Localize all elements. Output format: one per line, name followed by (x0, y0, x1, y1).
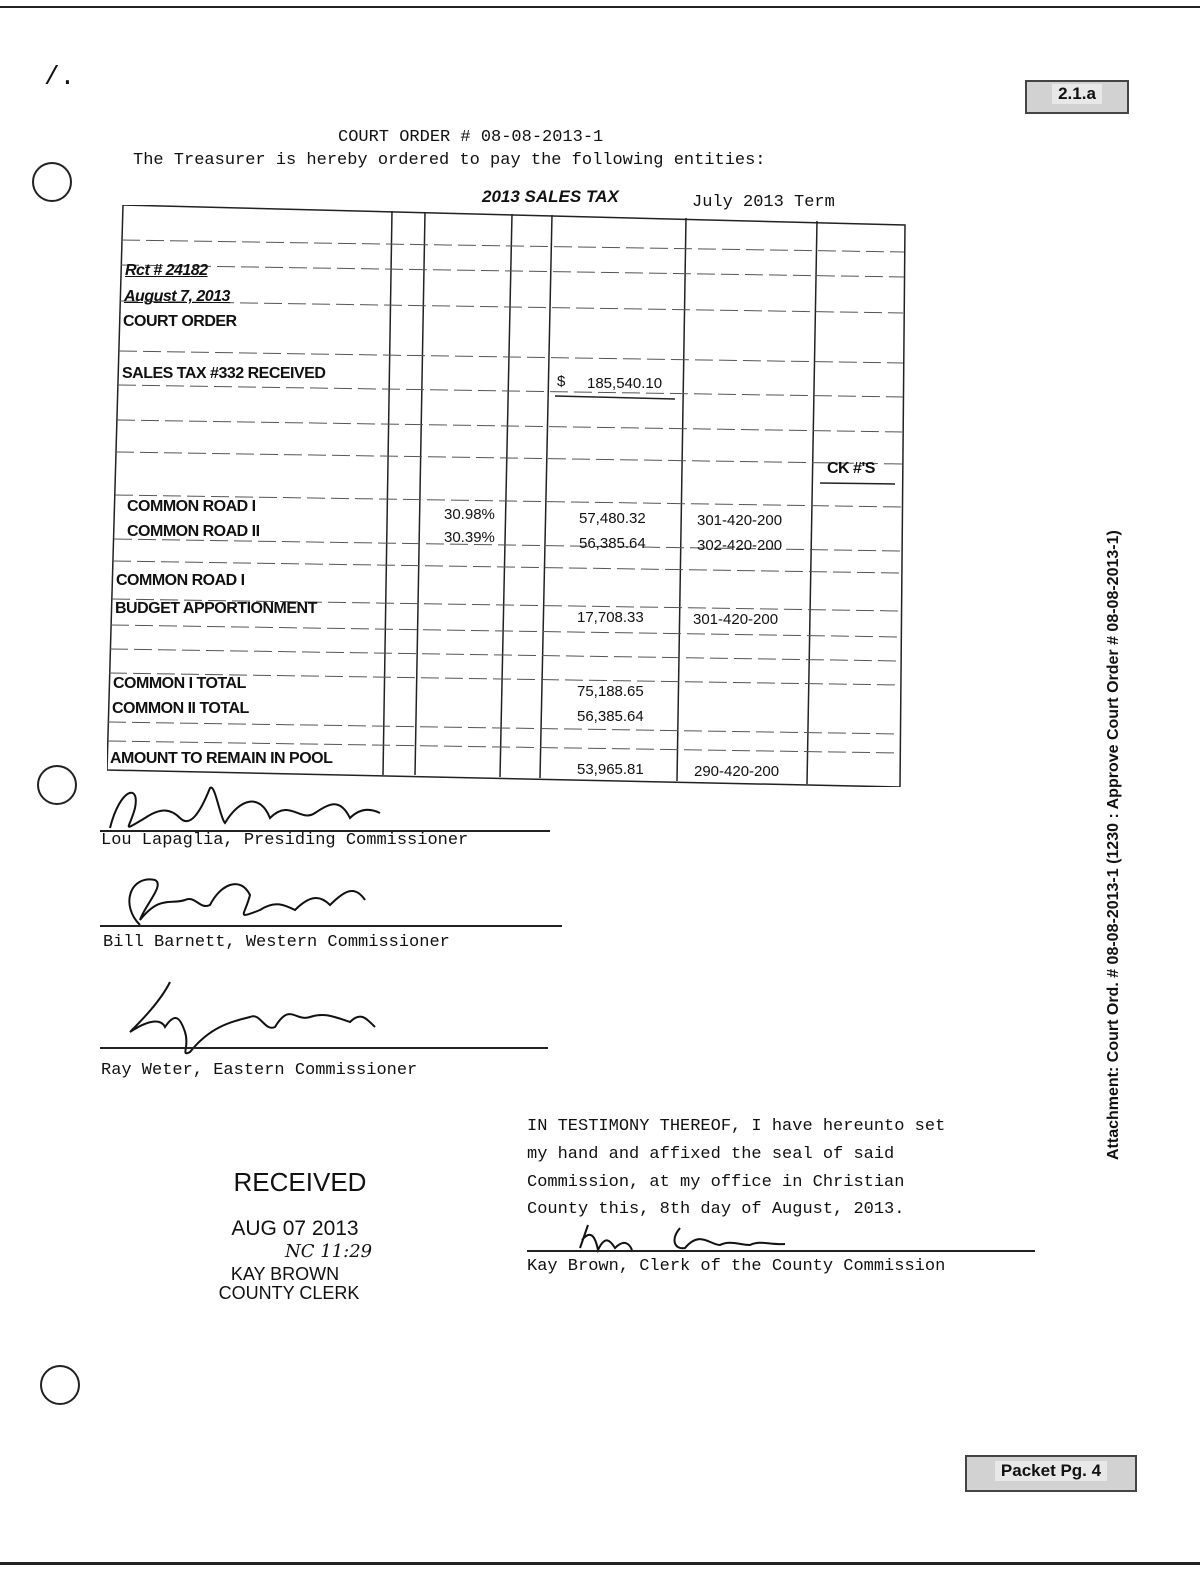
stamp-handwritten-time: NC 11:29 (285, 1241, 373, 1262)
testimony-line-1: IN TESTIMONY THEREOF, I have hereunto set (527, 1117, 946, 1136)
budget-amount: 17,708.33 (577, 609, 644, 626)
row-pct-common-road-2: 30.39% (444, 529, 495, 546)
row-account-common-road-1: 301-420-200 (697, 512, 783, 529)
stamp-name: KAY BROWN (230, 1264, 340, 1284)
signature-kay-brown (570, 1220, 800, 1260)
ledger-table (107, 205, 907, 787)
ck-header: CK #'S (827, 460, 875, 477)
row-label-common-road-1: COMMON ROAD I (127, 498, 256, 515)
signer-1-name: Lou Lapaglia, Presiding Commissioner (101, 831, 469, 850)
page-tag-label: 2.1.a (1052, 84, 1102, 104)
signature-line (100, 925, 562, 927)
signature-ray-weter (110, 972, 390, 1062)
testimony-line-3: Commission, at my office in Christian (527, 1173, 905, 1192)
receipt-date: August 7, 2013 (124, 288, 230, 305)
sales-tax-heading: 2013 SALES TAX (482, 187, 619, 206)
common-1-total-label: COMMON I TOTAL (113, 675, 246, 692)
binder-hole (40, 1365, 80, 1405)
signer-2-name: Bill Barnett, Western Commissioner (103, 933, 450, 952)
court-order-label: COURT ORDER (123, 313, 237, 330)
budget-account: 301-420-200 (693, 611, 779, 628)
budget-label-1: COMMON ROAD I (116, 572, 245, 589)
stamp-office: COUNTY CLERK (218, 1283, 360, 1303)
signer-3-name: Ray Weter, Eastern Commissioner (101, 1061, 418, 1080)
receipt-number: Rct # 24182 (125, 262, 208, 279)
testimony-line-4: County this, 8th day of August, 2013. (527, 1200, 905, 1219)
signature-line (527, 1250, 1035, 1252)
pool-account: 290-420-200 (694, 763, 780, 780)
bottom-border (0, 1562, 1200, 1565)
binder-hole (32, 162, 72, 202)
common-1-total: 75,188.65 (577, 683, 644, 700)
signature-lou-lapaglia (100, 778, 400, 838)
budget-label-2: BUDGET APPORTIONMENT (115, 600, 317, 617)
common-2-total-label: COMMON II TOTAL (112, 700, 249, 717)
packet-page-tag (965, 1455, 1137, 1492)
packet-page-label: Packet Pg. 4 (995, 1461, 1107, 1481)
received-currency: $ (557, 373, 566, 390)
row-pct-common-road-1: 30.98% (444, 506, 495, 523)
clerk-name: Kay Brown, Clerk of the County Commission (527, 1257, 946, 1276)
term-label: July 2013 Term (692, 193, 835, 212)
court-order-title: COURT ORDER # 08-08-2013-1 (338, 128, 604, 147)
signature-line (100, 1047, 548, 1049)
stamp-received: RECEIVED (233, 1167, 367, 1197)
page-tag (1025, 80, 1129, 114)
pool-amount: 53,965.81 (577, 761, 644, 778)
row-account-common-road-2: 302-420-200 (697, 537, 783, 554)
instruction-text: The Treasurer is hereby ordered to pay the following entities: (133, 151, 766, 170)
corner-mark: /. (44, 62, 76, 92)
row-amount-common-road-1: 57,480.32 (579, 510, 646, 527)
binder-hole (37, 765, 77, 805)
side-attachment-label: Attachment: Court Ord. # 08-08-2013-1 (1230 : Approve Court Order # 08-08-2013-1) (1105, 530, 1122, 1160)
row-amount-common-road-2: 56,385.64 (579, 535, 646, 552)
stamp-date: AUG 07 2013 (231, 1217, 359, 1240)
common-2-total: 56,385.64 (577, 708, 644, 725)
testimony-line-2: my hand and affixed the seal of said (527, 1145, 895, 1164)
received-label: SALES TAX #332 RECEIVED (122, 365, 326, 382)
row-label-common-road-2: COMMON ROAD II (127, 523, 260, 540)
top-border (0, 6, 1200, 8)
received-amount: 185,540.10 (587, 375, 663, 392)
pool-label: AMOUNT TO REMAIN IN POOL (110, 750, 333, 767)
